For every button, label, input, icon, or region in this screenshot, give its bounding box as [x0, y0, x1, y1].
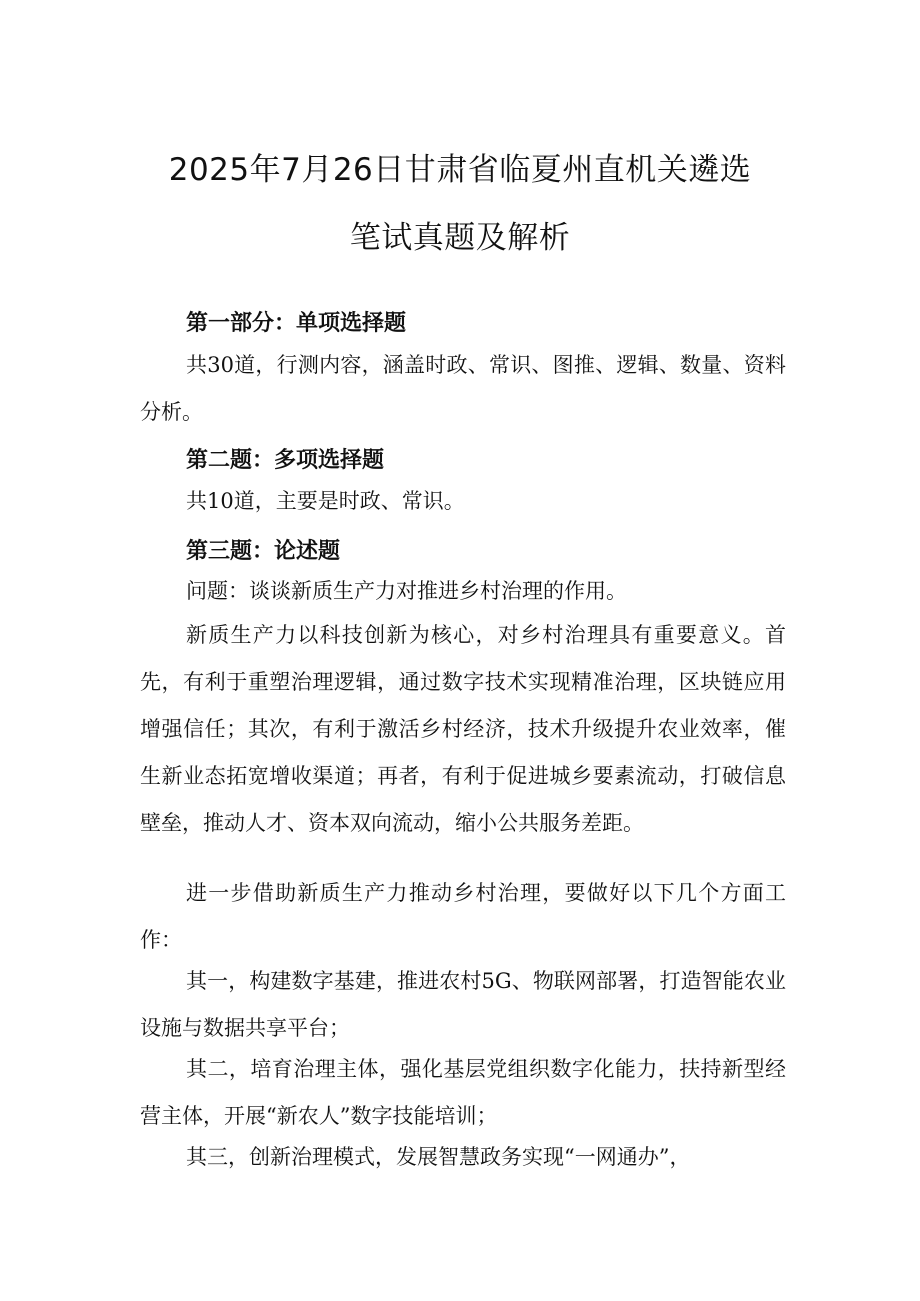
part3-question: 问题：谈谈新质生产力对推进乡村治理的作用。 — [186, 579, 627, 603]
section-heading-part3: 第三题：论述题 — [186, 539, 341, 564]
document-title-line1: 2025年7月26日甘肃省临夏州直机关遴选 — [168, 152, 752, 188]
part3-point2: 其二，培育治理主体，强化基层党组织数字化能力，扶持新型经营主体，开展“新农人”数字技能培训； — [140, 1057, 786, 1128]
part3-paragraph2: 进一步借助新质生产力推动乡村治理，要做好以下几个方面工作： — [140, 881, 786, 952]
part1-text: 共30道，行测内容，涵盖时政、常识、图推、逻辑、数量、资料分析。 — [140, 353, 786, 424]
part2-text: 共10道，主要是时政、常识。 — [186, 489, 465, 513]
document-title-line2: 笔试真题及解析 — [349, 220, 571, 256]
part3-point1: 其一，构建数字基建，推进农村5G、物联网部署，打造智能农业设施与数据共享平台； — [140, 969, 786, 1040]
part3-paragraph1: 新质生产力以科技创新为核心，对乡村治理具有重要意义。首先，有利于重塑治理逻辑，通过数字技术实现精准治理，区块链应用增强信任；其次，有利于激活乡村经济，技术升级提升农业效率，催生新业态拓宽增收渠道；再者，有利于促进城乡要素流动，打破信息壁垒，推动人才、资本双向流动，缩小公共服务差距。 — [140, 623, 786, 835]
section-heading-part1: 第一部分：单项选择题 — [186, 311, 407, 336]
part3-point3: 其三，创新治理模式，发展智慧政务实现“一网通办”， — [186, 1145, 691, 1169]
section-heading-part2: 第二题：多项选择题 — [186, 448, 385, 473]
